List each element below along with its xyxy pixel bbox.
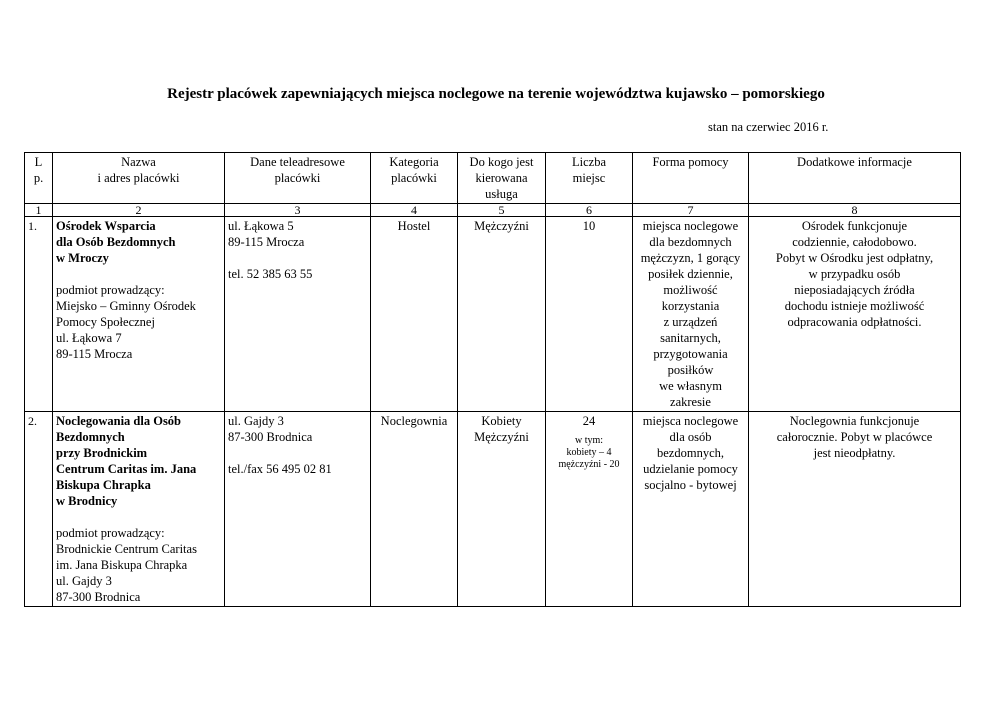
help-line: z urządzeń — [663, 315, 718, 329]
register-table — [24, 152, 961, 607]
help-line: możliwość — [663, 283, 718, 297]
help-line: miejsca noclegowe — [642, 219, 739, 233]
help-line: we własnym — [659, 379, 722, 393]
help-line: korzystania — [661, 299, 720, 313]
phone: tel./fax 56 495 02 81 — [228, 462, 332, 476]
help-line: sanitarnych, — [660, 331, 721, 345]
help-line: socjalno - bytowej — [644, 478, 737, 492]
facility-name-line: dla Osób Bezdomnych — [56, 235, 176, 249]
contact-cell — [225, 412, 371, 607]
address-line: ul. Łąkowa 5 — [228, 219, 294, 233]
header-target: Do kogo jest kierowana usługa — [458, 153, 546, 204]
facility-name-line: Centrum Caritas im. Jana — [56, 462, 197, 476]
target-line: Kobiety — [481, 414, 522, 428]
address-line: 87-300 Brodnica — [228, 430, 313, 444]
operator-line: ul. Gajdy 3 — [56, 574, 112, 588]
header-lp: L p. — [25, 153, 53, 204]
column-number: 7 — [633, 204, 749, 217]
info-cell — [749, 217, 961, 412]
facility-name-cell — [53, 217, 225, 412]
header-contact: Dane teleadresowe placówki — [225, 153, 371, 204]
info-line: jest nieodpłatny. — [813, 446, 896, 460]
operator-line: ul. Łąkowa 7 — [56, 331, 122, 345]
header-category: Kategoria placówki — [371, 153, 458, 204]
info-line: Pobyt w Ośrodku jest odpłatny, — [775, 251, 934, 265]
header-info: Dodatkowe informacje — [749, 153, 961, 204]
help-cell — [633, 412, 749, 607]
column-number: 1 — [25, 204, 53, 217]
row-lp: 1. — [25, 217, 53, 412]
document-title: Rejestr placówek zapewniających miejsca noclegowe na terenie województwa kujawsko – pomorskiego — [167, 86, 825, 102]
operator-line: Brodnickie Centrum Caritas — [56, 542, 197, 556]
address-line: ul. Gajdy 3 — [228, 414, 284, 428]
target-line: Mężczyźni — [474, 430, 529, 444]
facility-name-line: Bezdomnych — [56, 430, 125, 444]
facility-name-line: w Mroczy — [56, 251, 109, 265]
info-line: codziennie, całodobowo. — [792, 235, 917, 249]
help-cell — [633, 217, 749, 412]
info-line: dochodu istnieje możliwość — [784, 299, 925, 313]
info-line: Ośrodek funkcjonuje — [801, 219, 908, 233]
facility-name-line: Biskupa Chrapka — [56, 478, 151, 492]
category-cell: Noclegownia — [371, 412, 458, 607]
operator-line: Miejsko – Gminny Ośrodek — [56, 299, 196, 313]
facility-name-line: w Brodnicy — [56, 494, 118, 508]
help-line: mężczyzn, 1 gorący — [640, 251, 741, 265]
help-line: posiłek dziennie, — [648, 267, 733, 281]
operator-line: podmiot prowadzący: — [56, 283, 165, 297]
column-number: 4 — [371, 204, 458, 217]
operator-line: Pomocy Społecznej — [56, 315, 155, 329]
places-detail: w tym: — [574, 435, 604, 446]
operator-line: podmiot prowadzący: — [56, 526, 165, 540]
help-line: dla osób — [669, 430, 712, 444]
help-line: zakresie — [670, 395, 711, 409]
help-line: miejsca noclegowe — [642, 414, 739, 428]
header-help: Forma pomocy — [633, 153, 749, 204]
phone: tel. 52 385 63 55 — [228, 267, 313, 281]
places-cell — [546, 217, 633, 412]
target-cell — [458, 412, 546, 607]
column-number: 5 — [458, 204, 546, 217]
info-line: nieposiadających źródła — [794, 283, 915, 297]
status-date: stan na czerwiec 2016 r. — [708, 120, 829, 134]
facility-name-line: Ośrodek Wsparcia — [56, 219, 156, 233]
help-line: udzielanie pomocy — [643, 462, 738, 476]
operator-line: im. Jana Biskupa Chrapka — [56, 558, 188, 572]
places-detail: kobiety – 4 — [566, 447, 612, 458]
header-name: Nazwa i adres placówki — [53, 153, 225, 204]
info-line: odpracowania odpłatności. — [787, 315, 922, 329]
table-row — [25, 412, 961, 607]
places-cell — [546, 412, 633, 607]
column-number: 6 — [546, 204, 633, 217]
places-detail: mężczyźni - 20 — [558, 459, 620, 470]
help-line: dla bezdomnych — [649, 235, 732, 249]
info-cell — [749, 412, 961, 607]
help-line: przygotowania — [653, 347, 728, 361]
places-count: 24 — [582, 414, 596, 428]
help-line: bezdomnych, — [657, 446, 724, 460]
facility-name-cell — [53, 412, 225, 607]
target-cell — [458, 217, 546, 412]
facility-name-line: Noclegowania dla Osób — [56, 414, 182, 428]
places-count: 10 — [582, 219, 596, 233]
help-line: posiłków — [667, 363, 714, 377]
address-line: 89-115 Mrocza — [228, 235, 305, 249]
operator-line: 89-115 Mrocza — [56, 347, 133, 361]
header-row — [25, 153, 961, 204]
row-lp: 2. — [25, 412, 53, 607]
column-number-row — [25, 204, 961, 217]
info-line: całorocznie. Pobyt w placówce — [776, 430, 933, 444]
table-row — [25, 217, 961, 412]
info-line: w przypadku osób — [808, 267, 901, 281]
info-line: Noclegownia funkcjonuje — [789, 414, 920, 428]
column-number: 2 — [53, 204, 225, 217]
operator-line: 87-300 Brodnica — [56, 590, 141, 604]
header-places: Liczba miejsc — [546, 153, 633, 204]
column-number: 3 — [225, 204, 371, 217]
contact-cell — [225, 217, 371, 412]
category-cell: Hostel — [371, 217, 458, 412]
target-line: Mężczyźni — [474, 219, 529, 233]
column-number: 8 — [749, 204, 961, 217]
facility-name-line: przy Brodnickim — [56, 446, 148, 460]
